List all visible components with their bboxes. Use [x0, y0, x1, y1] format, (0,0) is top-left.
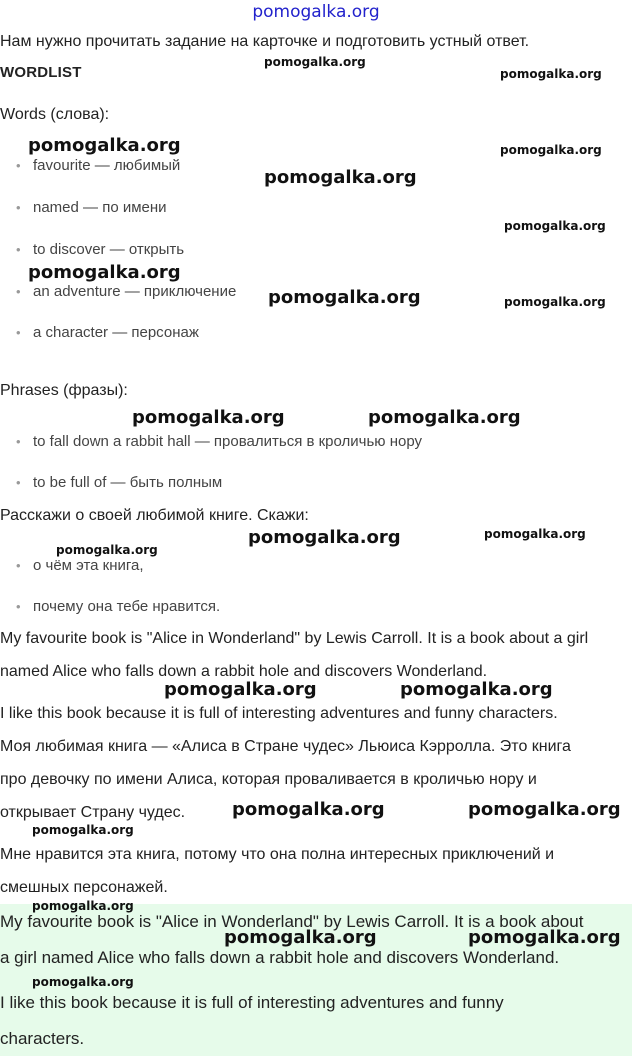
task-item: • почему она тебе нравится. [16, 598, 220, 615]
watermark: pomogalka.org [164, 679, 317, 700]
wordlist-title: WORDLIST [0, 64, 82, 81]
phrase-item: • to fall down a rabbit hall — провалиться в кроличью нору [16, 433, 422, 450]
word-item: • an adventure — приключение [16, 283, 236, 300]
watermark: pomogalka.org [264, 167, 417, 188]
watermark: pomogalka.org [504, 219, 606, 233]
word-item: • to discover — открыть [16, 241, 184, 258]
watermark: pomogalka.org [500, 67, 602, 81]
russian-text-line: открывает Страну чудес. [0, 804, 186, 821]
watermark: pomogalka.org [32, 975, 134, 989]
english-text-line: My favourite book is "Alice in Wonderland" by Lewis Carroll. It is a book about a girl [0, 630, 589, 647]
words-heading: Words (слова): [0, 106, 110, 123]
word-item: • favourite — любимый [16, 157, 180, 174]
task-heading: Расскажи о своей любимой книге. Скажи: [0, 507, 309, 524]
task-item: • о чём эта книга, [16, 557, 144, 574]
watermark: pomogalka.org [132, 407, 285, 428]
site-header-link[interactable]: pomogalka.org [252, 2, 380, 22]
answer-text-line: I like this book because it is full of interesting adventures and funny [0, 993, 504, 1012]
intro-text: Нам нужно прочитать задание на карточке и подготовить устный ответ. [0, 33, 530, 50]
russian-text-line: Мне нравится эта книга, потому что она полна интересных приключений и [0, 846, 555, 863]
watermark: pomogalka.org [500, 143, 602, 157]
word-item: • a character — персонаж [16, 324, 199, 341]
watermark: pomogalka.org [28, 262, 181, 283]
watermark: pomogalka.org [268, 287, 421, 308]
watermark: pomogalka.org [400, 679, 553, 700]
answer-text-line: My favourite book is "Alice in Wonderland" by Lewis Carroll. It is a book about [0, 912, 584, 931]
phrase-item: • to be full of — быть полным [16, 474, 222, 491]
word-item: • named — по имени [16, 199, 167, 216]
russian-text-line: про девочку по имени Алиса, которая проваливается в кроличью нору и [0, 771, 537, 788]
watermark: pomogalka.org [484, 527, 586, 541]
watermark: pomogalka.org [504, 295, 606, 309]
watermark: pomogalka.org [32, 899, 134, 913]
answer-text-line: characters. [0, 1029, 85, 1048]
watermark: pomogalka.org [264, 55, 366, 69]
watermark: pomogalka.org [56, 543, 158, 557]
answer-text-line: a girl named Alice who falls down a rabbit hole and discovers Wonderland. [0, 948, 560, 967]
watermark: pomogalka.org [368, 407, 521, 428]
phrases-heading: Phrases (фразы): [0, 382, 128, 399]
russian-text-line: смешных персонажей. [0, 879, 168, 896]
watermark: pomogalka.org [468, 927, 621, 948]
watermark: pomogalka.org [224, 927, 377, 948]
watermark: pomogalka.org [248, 527, 401, 548]
russian-text-line: Моя любимая книга — «Алиса в Стране чудес» Льюиса Кэрролла. Это книга [0, 738, 571, 755]
english-text-line: I like this book because it is full of interesting adventures and funny characters. [0, 705, 558, 722]
watermark: pomogalka.org [32, 823, 134, 837]
watermark: pomogalka.org [28, 135, 181, 156]
watermark: pomogalka.org [232, 799, 385, 820]
english-text-line: named Alice who falls down a rabbit hole and discovers Wonderland. [0, 663, 488, 680]
watermark: pomogalka.org [468, 799, 621, 820]
